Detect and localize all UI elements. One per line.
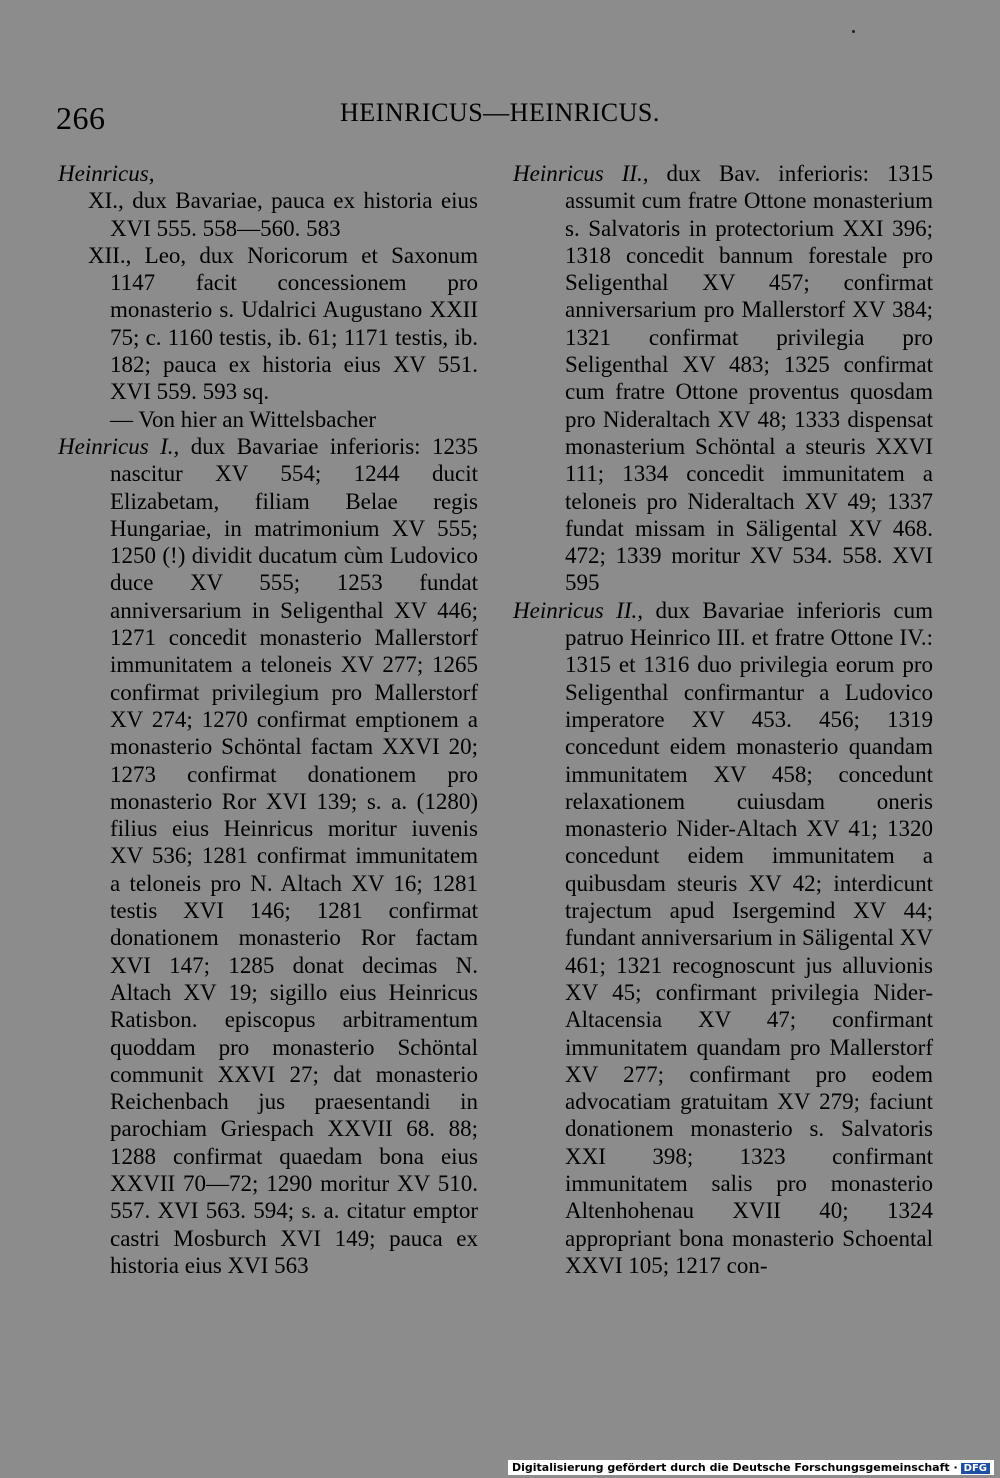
entry-heading <box>58 160 478 187</box>
footer-text: Digitalisierung gefördert durch die Deutsche Forschungsgemeinschaft · <box>511 1461 958 1474</box>
running-head: HEINRICUS—HEINRICUS. <box>340 98 660 127</box>
sub-entry-xi: XI., dux Bavariae, pauca ex historia eius XVI 555. 558—560. 583 <box>88 188 478 241</box>
scan-speck <box>852 30 855 33</box>
headword: Heinricus II., <box>513 597 643 623</box>
headword: Heinricus II., <box>513 161 649 186</box>
entry-heinricus-ii-b <box>513 597 933 1279</box>
headword: Heinricus, <box>58 161 155 186</box>
entry-heinricus-ii-a <box>513 160 933 597</box>
digitization-footer <box>508 1460 994 1475</box>
entry-text: dux Bav. inferioris: 1315 assumit cum fratre Ottone monasterium s. Salvatoris in protectorium XXI 396; 1318 concedit bannum forestale pro Seligenthal XV 457; confirmat anniversarium pro Mallerstorf XV 384; 1321 confirmat privilegia pro Seligenthal XV 483; 1325 confirmat cum fratre Ottone proventus quosdam pro Nideraltach XV 48; 1333 dispensat monasterium Schöntal a steuris XXVI 111; 1334 concedit immunitatem a teloneis pro Nideraltach XV 49; 1337 fundat missam in Säligental XV 468. 472; 1339 moritur XV 534. 558. XVI 595 <box>565 161 933 596</box>
right-column <box>513 160 933 1279</box>
headword: Heinricus I., <box>58 433 180 459</box>
entry-text: dux Bavariae inferioris cum patruo Heinrico III. et fratre Ottone IV.: 1315 et 1316 duo privilegia eorum pro Seligenthal confirmantur a Ludovico imperatore XV 453. 456; 1319 concedunt eidem monasterio quandam immunitatem XV 458; concedunt relaxationem cuiusdam oneris monasterio Nider-Altach XV 41; 1320 concedunt eidem immunitatem a quibusdam steuris XV 42; interdicunt trajectum apud Isergemind XV 44; fundant anniversarium in Säligental XV 461; 1321 recognoscunt jus alluvionis XV 45; confirmant privilegia Nider-Altacensia XV 47; confirmant immunitatem quandam pro Mallerstorf XV 277; confirmant pro eodem advocatiam gratuitam XV 279; faciunt donationem monasterio s. Salvatoris XXI 398; 1323 confirmant immunitatem salis pro monasterio Altenhohenau XVII 40; 1324 appropriant bona monasterio Schoental XXVI 105; 1217 con- <box>565 597 933 1278</box>
sub-entry-xii: XII., Leo, dux Noricorum et Saxonum 1147 facit concessionem pro monasterio s. Udalrici Augustano XXII 75; c. 1160 testis, ib. 61; 1171 testis, ib. 182; pauca ex historia eius XV 551. XVI 559. 593 sq. <box>88 242 478 405</box>
left-column <box>58 160 478 1279</box>
entry-text: dux Bavariae inferioris: 1235 nascitur XV 554; 1244 ducit Elizabetam, filiam Belae regis Hungariae, in matrimonium XV 555; 1250 (!) dividit ducatum cùm Ludovico duce XV 555; 1253 fundat anniversarium in Seligenthal XV 446; 1271 concedit monasterio Mallerstorf immunitatem a teloneis XV 277; 1265 confirmat privilegium pro Mallerstorf XV 274; 1270 confirmat emptionem a monasterio Schöntal factam XXVI 20; 1273 confirmat donationem pro monasterio Ror XVI 139; s. a. (1280) filius eius Heinricus moritur iuvenis XV 536; 1281 confirmat immunitatem a teloneis pro N. Altach XV 16; 1281 testis XVI 146; 1281 confirmat donationem monasterio Ror factam XVI 147; 1285 donat decimas N. Altach XV 19; sigillo eius Heinricus Ratisbon. episcopus arbitramentum quoddam pro monasterio Schöntal communit XXVI 27; dat monasterio Reichenbach jus praesentandi in parochiam Griespach XXVII 68. 88; 1288 confirmat quaedam bona eius XXVII 70—72; 1290 moritur XV 510. 557. XVI 563. 594; s. a. citatur emptor castri Mosburch XVI 149; pauca ex historia eius XVI 563 <box>110 433 478 1278</box>
dfg-logo-icon: DFG <box>961 1463 990 1474</box>
page-number: 266 <box>56 100 106 136</box>
entry-heinricus-i <box>58 433 478 1279</box>
note: — Von hier an Wittelsbacher <box>110 406 377 432</box>
